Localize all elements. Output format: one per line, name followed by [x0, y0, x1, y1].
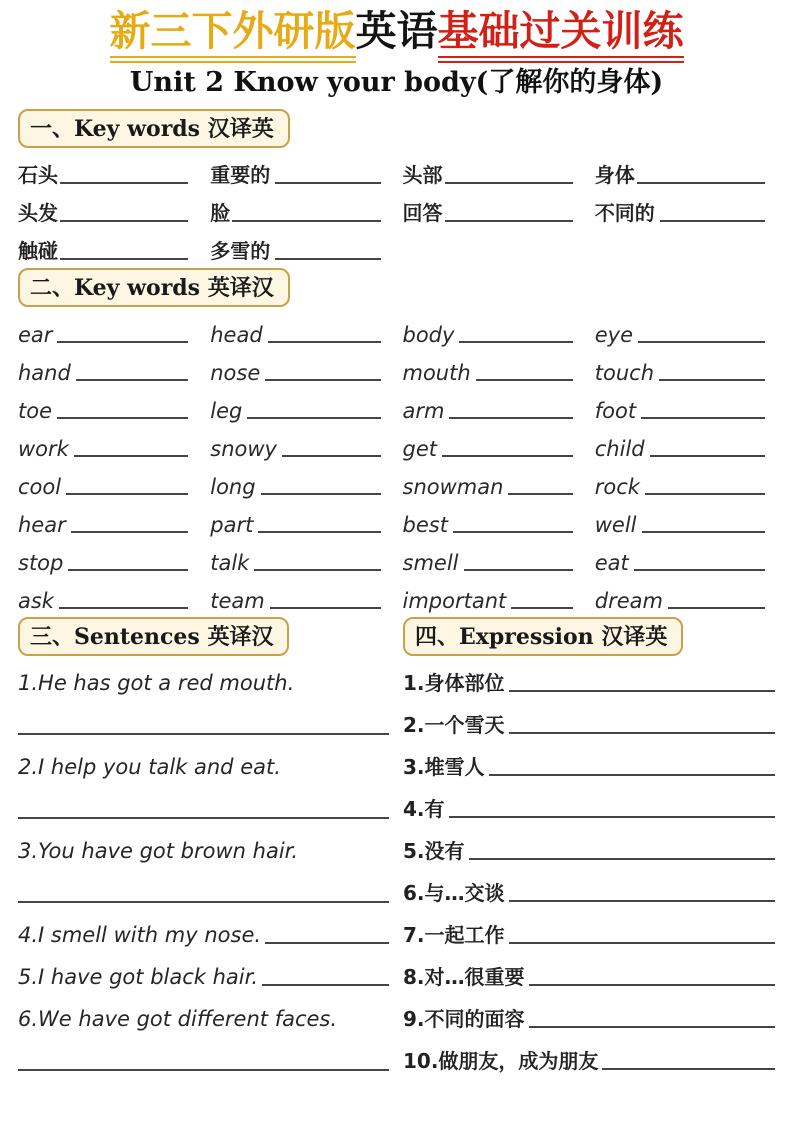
word-label: foot [594, 399, 637, 424]
word-item [18, 347, 198, 385]
expression-text: 7.一起工作 [403, 923, 505, 948]
blank-line [18, 733, 389, 735]
word-item [403, 385, 583, 423]
word-label: toe [18, 399, 53, 424]
blank-line [66, 493, 188, 495]
expression-text: 8.对…很重要 [403, 965, 525, 990]
title-subject-segment: 英语 [355, 7, 438, 55]
word-label: 脸 [210, 201, 231, 226]
word-label: dream [594, 589, 663, 614]
blank-line [60, 182, 188, 184]
word-label: ask [18, 589, 54, 614]
word-item [595, 537, 775, 575]
word-label: 重要的 [210, 163, 271, 188]
blank-line [509, 732, 775, 734]
blank-line [268, 341, 381, 343]
word-label: mouth [402, 361, 471, 386]
blank-line [232, 220, 380, 222]
word-label: 回答 [402, 201, 443, 226]
word-label: head [210, 323, 263, 348]
expression-row [403, 950, 775, 992]
blank-line [57, 417, 188, 419]
blank-line [645, 493, 765, 495]
word-item [210, 150, 390, 188]
word-item [595, 499, 775, 537]
word-label: get [402, 437, 437, 462]
sentence-row [18, 992, 389, 1034]
section2-word-grid [18, 309, 775, 613]
word-label: child [594, 437, 645, 462]
sentence-row [18, 950, 389, 992]
blank-line [254, 569, 380, 571]
sentence-row [18, 656, 389, 698]
blank-line [449, 816, 775, 818]
blank-line [489, 774, 775, 776]
word-item [403, 575, 583, 613]
word-label: team [210, 589, 265, 614]
blank-line [660, 220, 765, 222]
blank-line [445, 220, 573, 222]
word-label: work [18, 437, 69, 462]
word-item [403, 537, 583, 575]
expression-text: 10.做朋友，成为朋友 [403, 1049, 599, 1074]
word-label: part [210, 513, 254, 538]
blank-line [76, 379, 188, 381]
section3-heading-cell [18, 617, 389, 656]
answer-row [18, 1034, 389, 1076]
word-label: well [594, 513, 637, 538]
section3-sentences-column [18, 656, 389, 1076]
expression-row [403, 824, 775, 866]
word-item [403, 461, 583, 499]
blank-line [262, 984, 389, 986]
word-item [403, 309, 583, 347]
word-item [18, 309, 198, 347]
blank-line [529, 984, 775, 986]
word-label: rock [594, 475, 640, 500]
blank-line [270, 607, 381, 609]
blank-line [265, 942, 389, 944]
blank-line [74, 455, 188, 457]
expression-row [403, 782, 775, 824]
word-label: smell [402, 551, 459, 576]
blank-line [668, 607, 765, 609]
blank-line [247, 417, 380, 419]
blank-line [18, 901, 389, 903]
word-item [403, 423, 583, 461]
word-item [595, 347, 775, 385]
expression-text: 1.身体部位 [403, 671, 505, 696]
blank-line [60, 258, 188, 260]
word-label: arm [402, 399, 445, 424]
sentence-text: 6.We have got different faces. [18, 1007, 338, 1032]
blank-line [650, 455, 765, 457]
blank-line [275, 258, 380, 260]
sentence-row [18, 740, 389, 782]
blank-line [265, 379, 380, 381]
word-label: leg [210, 399, 243, 424]
blank-line [509, 690, 775, 692]
title-edition-segment: 新三下外研版 [110, 7, 356, 63]
blank-line [637, 182, 765, 184]
word-item [403, 347, 583, 385]
sentence-row [18, 824, 389, 866]
word-item [595, 575, 775, 613]
word-label: hear [18, 513, 66, 538]
expression-row [403, 866, 775, 908]
sentence-row [18, 908, 389, 950]
word-label: 多雪的 [210, 239, 271, 264]
expression-row [403, 992, 775, 1034]
blank-line [18, 1069, 389, 1071]
answer-row [18, 698, 389, 740]
word-item [18, 150, 198, 188]
word-label: snowman [402, 475, 504, 500]
word-item [403, 188, 583, 226]
word-item [18, 461, 198, 499]
word-item [18, 226, 198, 264]
word-item [595, 150, 775, 188]
blank-line [641, 417, 765, 419]
section4-heading: 四、Expression 汉译英 [403, 617, 683, 656]
blank-line [445, 182, 573, 184]
blank-line [459, 341, 572, 343]
expression-text: 9.不同的面容 [403, 1007, 525, 1032]
expression-text: 2.一个雪天 [403, 713, 505, 738]
word-label: hand [18, 361, 71, 386]
word-item [210, 385, 390, 423]
section1-word-grid [18, 150, 775, 264]
section34-heading-row [18, 617, 775, 656]
word-item [210, 499, 390, 537]
section1-heading-row [18, 109, 775, 148]
word-item [18, 423, 198, 461]
sentence-text: 1.He has got a red mouth. [18, 671, 295, 696]
expression-row [403, 908, 775, 950]
blank-line [659, 379, 765, 381]
word-label: 身体 [594, 163, 635, 188]
blank-line [57, 341, 188, 343]
section3-heading: 三、Sentences 英译汉 [18, 617, 289, 656]
blank-line [18, 817, 389, 819]
word-label: best [402, 513, 448, 538]
section34-content [18, 656, 775, 1076]
word-item [595, 188, 775, 226]
blank-line [529, 1026, 775, 1028]
word-label: talk [210, 551, 250, 576]
word-item [18, 499, 198, 537]
blank-line [509, 942, 775, 944]
blank-line [464, 569, 573, 571]
word-item [210, 226, 390, 264]
word-label: long [210, 475, 256, 500]
word-item [595, 461, 775, 499]
section2-heading-row [18, 268, 775, 307]
word-label: 不同的 [594, 201, 655, 226]
blank-line [511, 607, 573, 609]
blank-line [59, 607, 188, 609]
blank-line [476, 379, 573, 381]
word-label: 头发 [18, 201, 58, 226]
word-label: 石头 [18, 163, 58, 188]
word-label: ear [18, 323, 53, 348]
word-label: eye [594, 323, 634, 348]
blank-line [453, 531, 573, 533]
section4-heading-cell [403, 617, 775, 656]
blank-line [282, 455, 381, 457]
word-item [210, 188, 390, 226]
answer-row [18, 866, 389, 908]
word-item [18, 188, 198, 226]
word-label: stop [18, 551, 64, 576]
page-title [18, 8, 775, 55]
blank-line [68, 569, 188, 571]
word-item [403, 499, 583, 537]
word-item [18, 575, 198, 613]
blank-line [71, 531, 189, 533]
blank-line [642, 531, 765, 533]
title-training-segment: 基础过关训练 [438, 7, 684, 63]
word-label: 头部 [402, 163, 443, 188]
sentence-text: 5.I have got black hair. [18, 965, 259, 990]
blank-line [449, 417, 572, 419]
blank-line [469, 858, 775, 860]
word-label: cool [18, 475, 62, 500]
blank-line [509, 900, 775, 902]
word-item [210, 537, 390, 575]
word-item [595, 309, 775, 347]
section2-heading: 二、Key words 英译汉 [18, 268, 290, 307]
word-label: important [402, 589, 507, 614]
word-label: nose [210, 361, 261, 386]
sentence-text: 4.I smell with my nose. [18, 923, 262, 948]
answer-row [18, 782, 389, 824]
word-label: eat [594, 551, 629, 576]
word-item [210, 347, 390, 385]
expression-text: 3.堆雪人 [403, 755, 485, 780]
word-item [403, 150, 583, 188]
blank-line [275, 182, 380, 184]
expression-row [403, 656, 775, 698]
sentence-text: 3.You have got brown hair. [18, 839, 299, 864]
expression-text: 5.没有 [403, 839, 465, 864]
expression-text: 4.有 [403, 797, 445, 822]
word-item [210, 423, 390, 461]
blank-line [508, 493, 572, 495]
section4-expressions-column [403, 656, 775, 1076]
word-item [210, 461, 390, 499]
blank-line [602, 1068, 775, 1070]
word-label: snowy [210, 437, 277, 462]
word-item [210, 575, 390, 613]
sentence-text: 2.I help you talk and eat. [18, 755, 281, 780]
word-item [210, 309, 390, 347]
word-label: 触碰 [18, 239, 58, 264]
section1-heading: 一、Key words 汉译英 [18, 109, 290, 148]
expression-row [403, 698, 775, 740]
word-item [595, 423, 775, 461]
word-item [18, 537, 198, 575]
blank-line [60, 220, 188, 222]
blank-line [258, 531, 380, 533]
expression-text: 6.与…交谈 [403, 881, 505, 906]
expression-row [403, 740, 775, 782]
word-item [595, 385, 775, 423]
word-label: body [402, 323, 455, 348]
blank-line [261, 493, 381, 495]
word-item [18, 385, 198, 423]
unit-subtitle: Unit 2 Know your body(了解你的身体) [129, 67, 664, 99]
blank-line [442, 455, 573, 457]
blank-line [634, 569, 765, 571]
expression-row [403, 1034, 775, 1076]
blank-line [638, 341, 765, 343]
word-label: touch [594, 361, 654, 386]
